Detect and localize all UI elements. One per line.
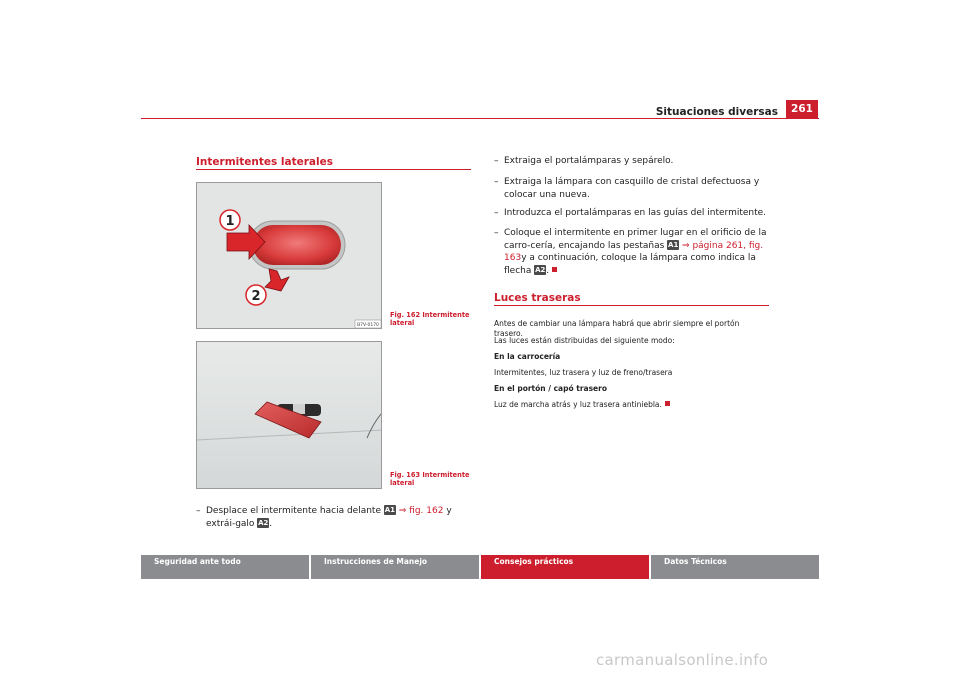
page-number: 261: [786, 100, 818, 118]
section-rule-2: [494, 305, 769, 306]
section-title-intermitentes: Intermitentes laterales: [196, 156, 333, 168]
section-rule-1: [196, 169, 471, 170]
paragraph-4: Luz de marcha atrás y luz trasera antiniebla.: [494, 400, 769, 410]
footer-tab-instrucciones[interactable]: Instrucciones de Manejo: [311, 555, 479, 579]
badge-a1-right: A1: [668, 240, 679, 249]
watermark: carmanualsonline.info: [596, 651, 769, 669]
figure-162: [196, 182, 382, 329]
arrow-icon-right: ⇒: [679, 240, 690, 251]
subheading-porton: En el portón / capó trasero: [494, 384, 607, 393]
section-title-luces-traseras: Luces traseras: [494, 292, 581, 304]
step-right-2: – Extraiga la lámpara con casquillo de cristal defectuosa y colocar una nueva.: [494, 177, 760, 200]
badge-a2-right: A2: [535, 265, 546, 274]
figure-code: B7V-0170: [357, 323, 379, 328]
step-left-1: – Desplace el intermitente hacia delante A1 ⇒ fig. 162 y extrái-galo A2.: [196, 506, 452, 529]
paragraph-3: Intermitentes, luz trasera y luz de freno/trasera: [494, 368, 673, 377]
paragraph-1: Antes de cambiar una lámpara habrá que abrir siempre el portón trasero.: [494, 319, 740, 338]
step-right-4: – Coloque el intermitente en primer lugar en el orificio de la carro-cería, encajando las pestañas A1 ⇒ página 261, fig. 163y a continuación, coloque la lámpara como indica la flecha A2.: [494, 228, 767, 276]
step-right-1: – Extraiga el portalámparas y sepárelo.: [494, 156, 674, 166]
callout-1: 1: [225, 214, 235, 229]
figure-162-caption: Fig. 162 Intermitente lateral: [390, 311, 470, 327]
footer-tab-datos[interactable]: Datos Técnicos: [651, 555, 819, 579]
arrow-icon: ⇒: [398, 506, 407, 516]
paragraph-2: Las luces están distribuidas del siguiente modo:: [494, 336, 675, 345]
step-right-3: – Introduzca el portalámparas en las guías del intermitente.: [494, 208, 767, 218]
callout-2: 2: [251, 289, 261, 304]
footer-tab-consejos[interactable]: Consejos prácticos: [481, 555, 649, 579]
page-261-fig-163-link[interactable]: página 261, fig. 163: [504, 240, 764, 263]
header-rule: [141, 118, 819, 119]
badge-a1: A1: [384, 506, 395, 514]
fig-162-link[interactable]: fig. 162: [409, 506, 444, 516]
figure-163-caption: Fig. 163 Intermitente lateral: [390, 471, 470, 487]
end-marker-2: [665, 401, 670, 406]
figure-163: [196, 341, 382, 489]
subheading-carroceria: En la carrocería: [494, 352, 561, 361]
figure-163-drawing: [197, 342, 382, 489]
footer-tab-seguridad[interactable]: Seguridad ante todo: [141, 555, 309, 579]
page-header-title: Situaciones diversas: [655, 106, 778, 118]
end-marker: [552, 267, 557, 272]
figure-162-drawing: [197, 183, 382, 329]
badge-a2: A2: [258, 518, 269, 527]
